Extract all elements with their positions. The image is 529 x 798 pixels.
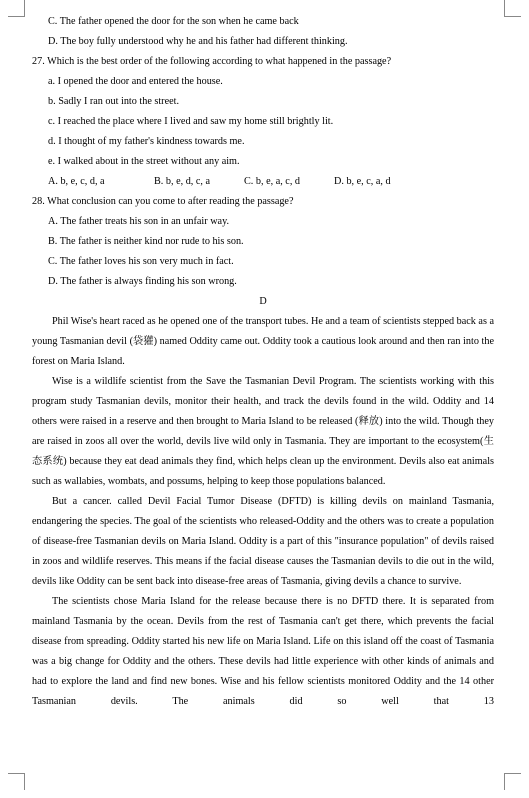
passage-paragraph-1: Phil Wise's heart raced as he opened one of the transport tubes. He and a team of scientists stepped back as a young Tasmanian devil (袋獾) named Oddity came out. Oddity took a cautious look around and then ran into the forest on Maria Island. bbox=[32, 316, 494, 367]
crop-mark-bottom-left bbox=[8, 773, 25, 790]
q27-item-c: c. I reached the place where I lived and saw my home still brightly lit. bbox=[48, 116, 334, 127]
q27-item-d: d. I thought of my father's kindness towards me. bbox=[48, 136, 245, 147]
q28-option-a: A. The father treats his son in an unfair way. bbox=[48, 216, 230, 227]
passage-paragraph-2: Wise is a wildlife scientist from the Save the Tasmanian Devil Program. The scientists working with this program study Tasmanian devils, monitor their health, and track the devils found in the wild. Oddity and 14 others were raised in a reserve and then brought to Maria Island to be released (释放) into the wild. Though they are raised in zoos all over the world, devils live wild only in Tasmania. They are important to the ecosystem(生态系统) because they eat dead animals they find, which helps clean up the environment. Devils also eat animals such as wallabies, wombats, and possums, helping to keep those populations balanced. bbox=[32, 376, 494, 487]
crop-mark-bottom-right bbox=[504, 773, 521, 790]
q28-option-d: D. The father is always finding his son wrong. bbox=[48, 276, 237, 287]
q26-option-c: C. The father opened the door for the son when he came back bbox=[48, 16, 299, 27]
q26-option-d: D. The boy fully understood why he and his father had different thinking. bbox=[48, 36, 348, 47]
q27-answer-a: A. b, e, c, d, a bbox=[48, 176, 105, 187]
q28-option-b: B. The father is neither kind nor rude to his son. bbox=[48, 236, 244, 247]
q28-stem: 28. What conclusion can you come to after reading the passage? bbox=[32, 196, 294, 207]
crop-mark-top-right bbox=[504, 0, 521, 17]
passage-paragraph-3: But a cancer. called Devil Facial Tumor Disease (DFTD) is killing devils on mainland Tasmania, endangering the species. The goal of the scientists who released-Oddity and the others was to create a population of disease-free Tasmanian devils on Maria Island. Oddity is a part of this "insurance population" of devils raised in zoos and wildlife reserves. This means if the facial disease causes the Tasmanian devils to die out in the wild, devils like Oddity can be sent back into disease-free areas of Tasmania, giving devils a chance to survive. bbox=[32, 496, 494, 587]
q28-option-c: C. The father loves his son very much in fact. bbox=[48, 256, 234, 267]
q27-item-a: a. I opened the door and entered the house. bbox=[48, 76, 223, 87]
passage-paragraph-4: The scientists chose Maria Island for the release because there is no DFTD there. It is separated from mainland Tasmania by the ocean. Devils from the rest of Tasmania can't get there, which prevents the facial disease from spreading. Oddity started his new life on Maria Island. Life on this island off the coast of Tasmania was a big change for Oddity and the others. These devils had little experience with other kinds of animals and had to explore the land and find new bones. Wise and his fellow scientists monitored Oddity and the 14 other Tasmanian devils. The animals did so well that 13 bbox=[32, 596, 494, 707]
q27-item-e: e. I walked about in the street without any aim. bbox=[48, 156, 240, 167]
q27-answer-c: C. b, e, a, c, d bbox=[244, 176, 301, 187]
q27-answer-b: B. b, e, d, c, a bbox=[154, 176, 211, 187]
crop-mark-top-left bbox=[8, 0, 25, 17]
q27-stem: 27. Which is the best order of the following according to what happened in the passage? bbox=[32, 56, 392, 67]
q27-answer-row bbox=[32, 172, 494, 192]
q27-answer-d: D. b, e, c, a, d bbox=[334, 176, 391, 187]
document-page bbox=[32, 12, 494, 712]
q27-item-b: b. Sadly I ran out into the street. bbox=[48, 96, 179, 107]
section-label: D bbox=[259, 296, 267, 307]
